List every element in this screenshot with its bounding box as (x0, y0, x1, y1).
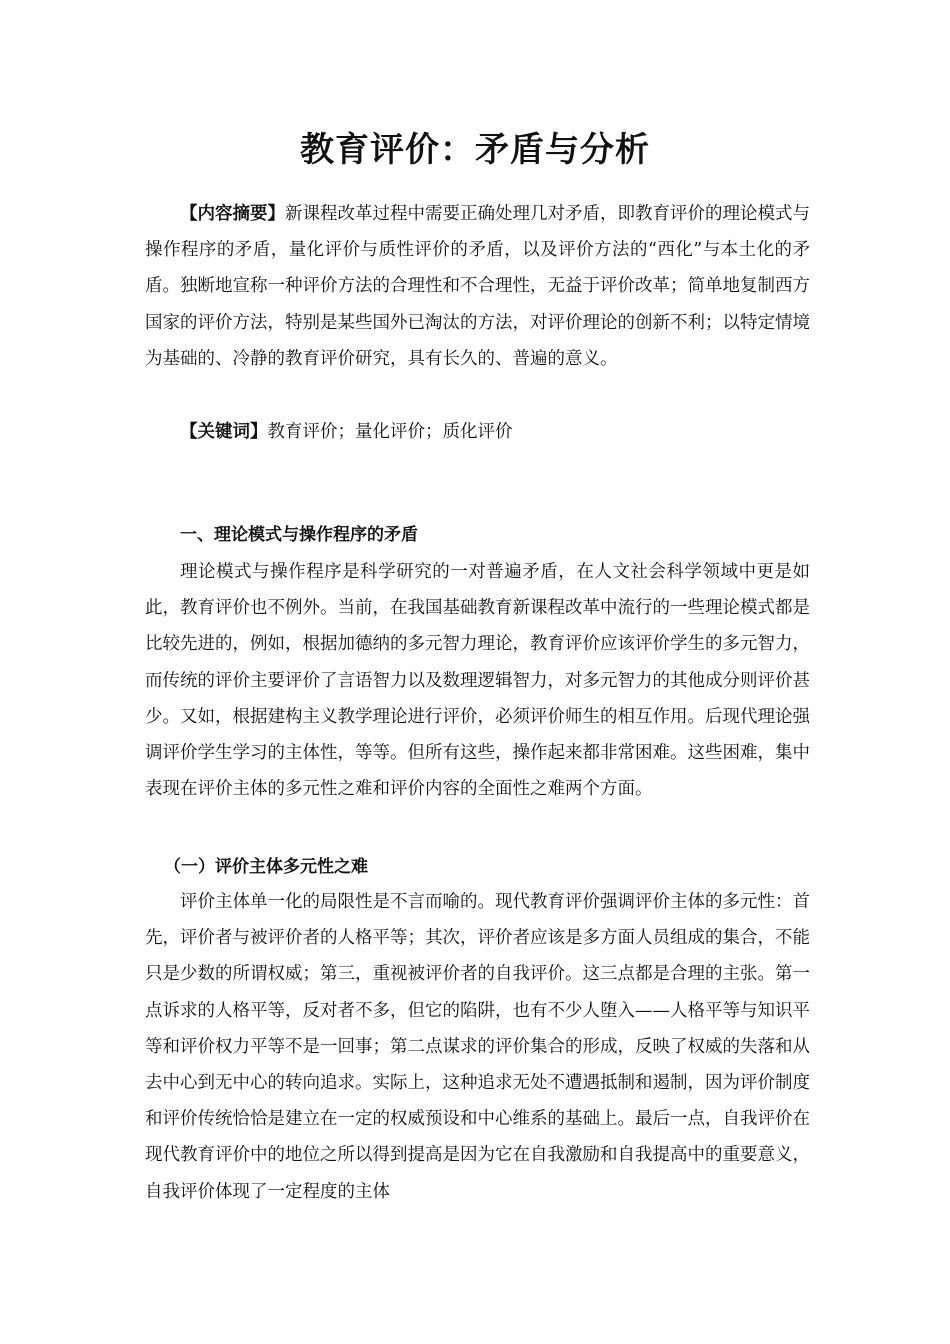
section-paragraph: 理论模式与操作程序是科学研究的一对普遍矛盾，在人文社会科学领域中更是如此，教育评价也不例外。当前，在我国基础教育新课程改革中流行的一些理论模式都是比较先进的，例如，根据加德纳的多元智力理论，教育评价应该评价学生的多元智力，而传统的评价主要评价了言语智力以及数理逻辑智力，对多元智力的其他成分则评价甚少。又如，根据建构主义教学理论进行评价，必须评价师生的相互作用。后现代理论强调评价学生学习的主体性，等等。但所有这些，操作起来都非常困难。这些困难，集中表现在评价主体的多元性之难和评价内容的全面性之难两个方面。 (145, 562, 810, 800)
keywords-text: 教育评价；量化评价；质化评价 (267, 422, 513, 442)
abstract-text: 新课程改革过程中需要正确处理几对矛盾，即教育评价的理论模式与操作程序的矛盾，量化评价与质性评价的矛盾，以及评价方法的“西化”与本土化的矛盾。独断地宣称一种评价方法的合理性和不合理性，无益于评价改革；简单地复制西方国家的评价方法，特别是某些国外已淘汰的方法，对评价理论的创新不利；以特定情境为基础的、冷静的教育评价研究，具有长久的、普遍的意义。 (145, 204, 810, 369)
document-title: 教育评价：矛盾与分析 (300, 130, 650, 170)
abstract-paragraph (145, 196, 810, 377)
section-heading: 一、理论模式与操作程序的矛盾 (180, 525, 418, 545)
subsection-paragraph: 评价主体单一化的局限性是不言而喻的。现代教育评价强调评价主体的多元性：首先，评价者与被评价者的人格平等；其次，评价者应该是多方面人员组成的集合，不能只是少数的所谓权威；第三，重视被评价者的自我评价。这三点都是合理的主张。第一点诉求的人格平等，反对者不多，但它的陷阱，也有不少人堕入——人格平等与知识平等和评价权力平等不是一回事；第二点谋求的评价集合的形成，反映了权威的失落和从去中心到无中心的转向追求。实际上，这种追求无处不遭遇抵制和遏制，因为评价制度和评价传统恰恰是建立在一定的权威预设和中心维系的基础上。最后一点，自我评价在现代教育评价中的地位之所以得到提高是因为它在自我激励和自我提高中的重要意义，自我评价体现了一定程度的主体 (145, 892, 810, 1202)
subsection-heading: （一）评价主体多元性之难 (164, 857, 368, 877)
keywords-paragraph (145, 414, 810, 450)
abstract-label: 【内容摘要】 (180, 204, 285, 224)
keywords-label: 【关键词】 (180, 422, 268, 442)
